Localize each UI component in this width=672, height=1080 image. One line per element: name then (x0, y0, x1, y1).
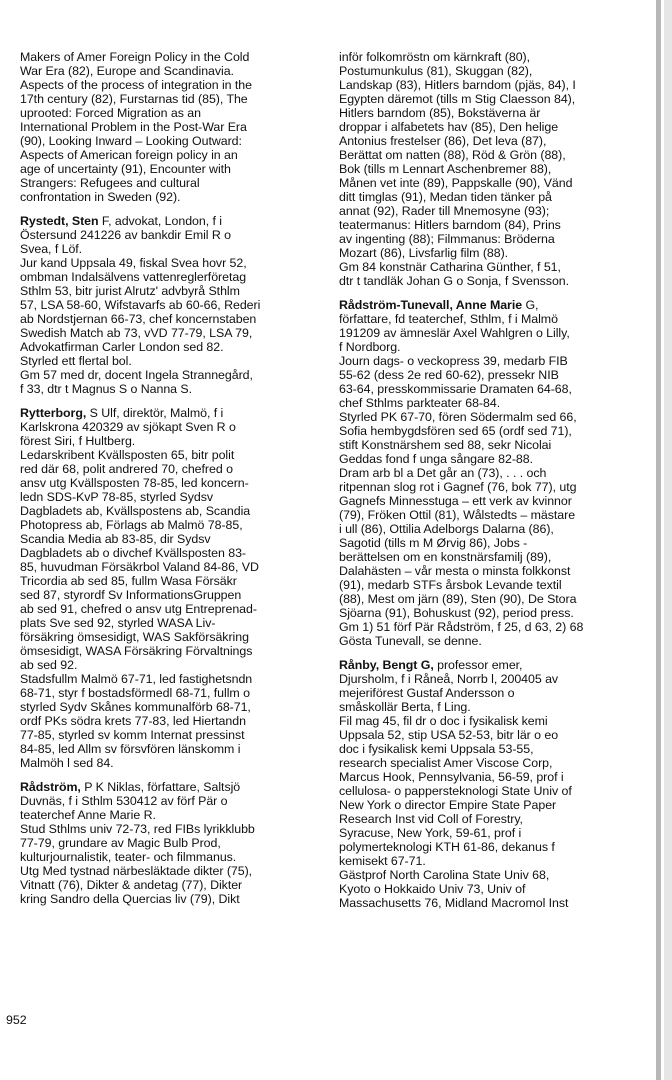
entry-line: Dram arb bl a Det går an (73), . . . och (339, 466, 547, 480)
entry-line: Uppsala 52, stip USA 52-53, bitr lär o eo (339, 728, 559, 742)
entry-line: Strangers: Refugees and cultural (20, 176, 200, 190)
right-column (339, 50, 635, 920)
entry-line: Dagbladets ab, Kvällspostens ab, Scandia (20, 504, 251, 518)
entry-line: i ull (86), Ottilia Adelborgs Dalarna (86), (339, 522, 554, 536)
biography-entry (20, 50, 315, 204)
entry-line: ansv utg Kvällsposten 78-85, led koncern- (20, 476, 249, 490)
biography-entry (339, 50, 635, 288)
entry-line: ombman Indalsälvens vattenreglerföretag (20, 270, 247, 284)
entry-line: ab Nordstjernan 66-73, chef koncernstaben (20, 312, 257, 326)
entry-line (339, 298, 635, 312)
entry-line: confrontation in Sweden (92). (20, 190, 181, 204)
entry-line: (88), Mest om järn (89), Sten (90), De Stora (339, 592, 577, 606)
left-column (20, 50, 315, 916)
entry-line (20, 214, 315, 228)
scan-edge (656, 0, 661, 1080)
entry-line: Tricordia ab sed 85, fullm Wasa Försäkr (20, 574, 237, 588)
entry-line: Bok (tills m Lennart Aschenbremer 88), (339, 162, 552, 176)
entry-line: kemisekt 67-71. (339, 854, 426, 868)
entry-line: Sjöarna (91), Bohuskust (92), period press. (339, 606, 574, 620)
entry-line: teaterchef Anne Marie R. (20, 808, 156, 822)
entry-line: 55-62 (dess 2e red 60-62), pressekr NIB (339, 368, 559, 382)
entry-name: Rytterborg, (20, 406, 87, 420)
entry-line: Gm 57 med dr, docent Ingela Strannegård, (20, 368, 253, 382)
entry-line: Stadsfullm Malmö 67-71, led fastighetsndn (20, 672, 253, 686)
entry-line: ab sed 92. (20, 658, 78, 672)
entry-line: chef Sthlms parkteater 68-84. (339, 396, 501, 410)
entry-line: f 33, dtr t Magnus S o Nanna S. (20, 382, 193, 396)
entry-line: förest Siri, f Hultberg. (20, 434, 136, 448)
entry-line: 191209 av ämneslär Axel Wahlgren o Lilly, (339, 326, 570, 340)
entry-line: Östersund 241226 av bankdir Emil R o (20, 228, 232, 242)
biography-entry (339, 658, 635, 910)
entry-line: Egypten däremot (tills m Stig Claesson 84), (339, 92, 576, 106)
entry-line: Aspects of American foreign policy in an (20, 148, 238, 162)
entry-line: Stud Sthlms univ 72-73, red FIBs lyrikklubb (20, 822, 255, 836)
entry-line: av ingenting (88); Filmmanus: Bröderna (339, 232, 555, 246)
entry-line: småskollär Berta, f Ling. (339, 700, 471, 714)
entry-line: Berättat om natten (88), Röd & Grön (88), (339, 148, 566, 162)
entry-line: Makers of Amer Foreign Policy in the Cold (20, 50, 250, 64)
entry-line: Karlskrona 420329 av sjökapt Sven R o (20, 420, 236, 434)
entry-line: stift Konstnärshem sed 88, sekr Nicolai (339, 438, 552, 452)
entry-line: 17th century (82), Furstarnas tid (85), The (20, 92, 248, 106)
entry-line: Malmöh l sed 84. (20, 756, 114, 770)
entry-line: Marcus Hook, Pennsylvania, 56-59, prof i (339, 770, 564, 784)
entry-line: Scandia Media ab 83-85, dir Sydsv (20, 532, 211, 546)
entry-line: Sagotid (tills m M Ørvig 86), Jobs - (339, 536, 528, 550)
entry-line: International Problem in the Post-War Era (20, 120, 247, 134)
entry-line: doc i fysikalisk kemi Uppsala 53-55, (339, 742, 534, 756)
entry-line (20, 780, 315, 794)
entry-line: 77-79, grundare av Magic Bulb Prod, (20, 836, 221, 850)
entry-line: Swedish Match ab 73, vVD 77-79, LSA 79, (20, 326, 253, 340)
entry-line: Aspects of the process of integration in the (20, 78, 252, 92)
entry-text: professor emer, (433, 658, 523, 672)
entry-line: Jur kand Uppsala 49, fiskal Svea hovr 52, (20, 256, 247, 270)
entry-line: 68-71, styr f bostadsförmedl 68-71, fullm o (20, 686, 250, 700)
entry-line: Ledarskribent Kvällsposten 65, bitr polit (20, 448, 235, 462)
entry-line: inför folkomröstn om kärnkraft (80), (339, 50, 531, 64)
entry-line: f Nordborg. (339, 340, 401, 354)
entry-line: Dalahästen – vår mesta o minsta folkkonst (339, 564, 571, 578)
entry-line: (79), Fröken Ottil (81), Wålstedts – mästare (339, 508, 576, 522)
entry-line: War Era (82), Europe and Scandinavia. (20, 64, 234, 78)
entry-line: berättelsen om en konstnärsfamilj (89), (339, 550, 552, 564)
entry-line: (90), Looking Inward – Looking Outward: (20, 134, 242, 148)
entry-name: Rånby, Bengt G, (339, 658, 434, 672)
entry-line: kulturjournalistik, teater- och filmmanus. (20, 850, 237, 864)
entry-line: Massachusetts 76, Midland Macromol Inst (339, 896, 569, 910)
entry-line: polymerteknologi KTH 61-86, dekanus f (339, 840, 555, 854)
entry-line: plats Sve sed 92, styrled WASA Liv- (20, 616, 216, 630)
entry-line: cellulosa- o pappersteknologi State Univ of (339, 784, 572, 798)
entry-line: Photopress ab, Förlags ab Malmö 78-85, (20, 518, 243, 532)
entry-line: Sthlm 53, bitr jurist Alrutz' advbyrå Sthlm (20, 284, 240, 298)
entry-line: 84-85, led Allm sv försvfören länskomm i (20, 742, 241, 756)
entry-line: red där 68, polit andrered 70, chefred o (20, 462, 233, 476)
scan-edge-shadow (664, 0, 672, 1080)
biography-entry (20, 780, 315, 906)
entry-line: Duvnäs, f i Sthlm 530412 av förf Pär o (20, 794, 228, 808)
entry-name: Rystedt, Sten (20, 214, 99, 228)
entry-line: ledn SDS-KvP 78-85, styrled Sydsv (20, 490, 214, 504)
entry-line: Postumunkulus (81), Skuggan (82), (339, 64, 533, 78)
entry-line: (91), medarb STFs årsbok Levande textil (339, 578, 562, 592)
entry-line: Geddas fond f unga sångare 82-88. (339, 452, 533, 466)
entry-text: S Ulf, direktör, Malmö, f i (86, 406, 224, 420)
entry-line: Syracuse, New York, 59-61, prof i (339, 826, 522, 840)
entry-name: Rådström-Tunevall, Anne Marie (339, 298, 523, 312)
entry-line: Landskap (83), Hitlers barndom (pjäs, 84), I (339, 78, 576, 92)
entry-line: 77-85, styrled sv komm Internat pressinst (20, 728, 245, 742)
entry-line: 85, huvudman Försäkrbol Valand 84-86, VD (20, 560, 259, 574)
entry-line: ordf PKs södra krets 77-83, led Hiertandn (20, 714, 246, 728)
entry-line: Styrled PK 67-70, fören Södermalm sed 66, (339, 410, 577, 424)
entry-line (339, 658, 635, 672)
entry-line: mejeriförest Gustaf Andersson o (339, 686, 515, 700)
entry-line: research specialist Amer Viscose Corp, (339, 756, 553, 770)
entry-line: Dagbladets ab o divchef Kvällsposten 83- (20, 546, 246, 560)
entry-line: Gästprof North Carolina State Univ 68, (339, 868, 550, 882)
entry-line: uprooted: Forced Migration as an (20, 106, 201, 120)
entry-line: Antonius frestelser (86), Det leva (87), (339, 134, 547, 148)
biography-entry (20, 214, 315, 396)
entry-line (20, 406, 315, 420)
entry-line: Djursholm, f i Råneå, Norrb l, 200405 av (339, 672, 559, 686)
entry-name: Rådström, (20, 780, 81, 794)
entry-line: 57, LSA 58-60, Wifstavarfs ab 60-66, Rederi (20, 298, 261, 312)
entry-line: Gm 1) 51 förf Pär Rådström, f 25, d 63, 2) 68 (339, 620, 584, 634)
entry-line: Utg Med tystnad närbesläktade dikter (75), (20, 864, 253, 878)
entry-line: försäkring ömsesidigt, WAS Sakförsäkring (20, 630, 249, 644)
biography-entry (20, 406, 315, 770)
entry-line: Fil mag 45, fil dr o doc i fysikalisk kemi (339, 714, 548, 728)
entry-text: P K Niklas, författare, Saltsjö (80, 780, 241, 794)
entry-line: Månen vet inte (89), Pappskalle (90), Vänd (339, 176, 573, 190)
entry-line: 63-64, presskommissarie Dramaten 64-68, (339, 382, 572, 396)
entry-line: Gm 84 konstnär Catharina Günther, f 51, (339, 260, 561, 274)
entry-line: New York o director Empire State Paper (339, 798, 557, 812)
entry-line: ab sed 91, chefred o ansv utg Entreprenad- (20, 602, 257, 616)
entry-line: Vitnatt (76), Dikter & andetag (77), Dikter (20, 878, 243, 892)
biography-entry (339, 298, 635, 648)
entry-line: Hitlers barndom (85), Bokstäverna är (339, 106, 541, 120)
entry-text: F, advokat, London, f i (98, 214, 223, 228)
entry-line: Research Inst vid Coll of Forestry, (339, 812, 523, 826)
entry-line: Svea, f Löf. (20, 242, 83, 256)
entry-line: annat (92), Rader till Mnemosyne (93); (339, 204, 550, 218)
entry-line: teatermanus: Hitlers barndom (84), Prins (339, 218, 561, 232)
entry-line: ditt timglas (91), Medan tiden tänker på (339, 190, 552, 204)
entry-line: Styrled ett flertal bol. (20, 354, 132, 368)
entry-line: Journ dags- o veckopress 39, medarb FIB (339, 354, 568, 368)
entry-line: ritpennan slog rot i Gagnef (76, bok 77), utg (339, 480, 577, 494)
entry-line: Sofia hembygdsfören sed 65 (ordf sed 71), (339, 424, 572, 438)
entry-line: dtr t tandläk Johan G o Sonja, f Svensson. (339, 274, 570, 288)
entry-line: kring Sandro della Quercias liv (79), Dikt (20, 892, 240, 906)
entry-line: Kyoto o Hokkaido Univ 73, Univ of (339, 882, 526, 896)
entry-text: G, (522, 298, 539, 312)
entry-line: ömsesidigt, WASA Försäkring Förvaltnings (20, 644, 253, 658)
entry-line: författare, fd teaterchef, Sthlm, f i Malmö (339, 312, 558, 326)
entry-line: Gösta Tunevall, se denne. (339, 634, 482, 648)
entry-line: styrled Sydv Skånes kommunalförb 68-71, (20, 700, 251, 714)
page-number: 952 (6, 1013, 27, 1027)
entry-line: Gagnefs Minnesstuga – ett verk av kvinnor (339, 494, 572, 508)
entry-line: age of uncertainty (91), Encounter with (20, 162, 231, 176)
entry-line: Advokatfirman Carler London sed 82. (20, 340, 224, 354)
entry-line: droppar i alfabetets hav (85), Den helige (339, 120, 559, 134)
entry-line: sed 87, styrordf Sv InformationsGruppen (20, 588, 242, 602)
entry-line: Mozart (86), Livsfarlig film (88). (339, 246, 509, 260)
